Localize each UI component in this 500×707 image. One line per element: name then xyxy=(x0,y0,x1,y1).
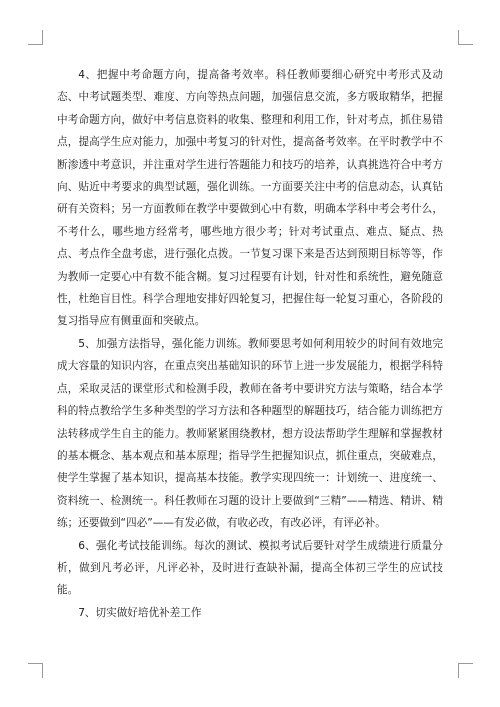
document-body xyxy=(57,64,443,624)
paragraph-7-tutoring: 7、切实做好培优补差工作 xyxy=(78,606,202,619)
paragraph-6-exam-skills: 6、强化考试技能训练。每次的测试、模拟考试后要针对学生成绩进行质量分析，做到凡考必评，凡评必补，及时进行查缺补漏，提高全体初三学生的应试技能。 xyxy=(57,539,443,597)
paragraph-5-method-guidance: 5、加强方法指导，强化能力训练。教师要思考如何利用较少的时间有效地完成大容量的知识内容，在重点突出基础知识的环节上进一步发展能力，根据学科特点，采取灵活的课堂形式和检测手段，教师在备考中要讲究方法与策略，结合本学科的特点教给学生多种类型的学习方法和各种题型的解题技巧，结合能力训练把方法转移成学生自主的能力。教师紧紧围绕教材，想方设法帮助学生理解和掌握教材的基本概念、基本观点和基本原理；指导学生把握知识点，抓住重点，突破难点，使学生掌握了基本知识，提高基本技能。教学实现四统一：计划统一、进度统一、资料统一、检测统一。科任教师在习题的设计上要做到“三精”——精选、精讲、精练；还要做到“四必”——有发必做，有收必改，有改必评，有评必补。 xyxy=(57,337,443,530)
paragraph-4-exam-direction: 4、把握中考命题方向，提高备考效率。科任教师要细心研究中考形式及动态、中考试题类型、难度、方向等热点问题，加强信息交流，多方吸取精华，把握中考命题方向，做好中考信息资料的收集、整理和利用工作，针对考点，抓住易错点，提高学生应对能力，加强中考复习的针对性，提高备考效率。在平时教学中不断渗透中考意识，并注重对学生进行答题能力和技巧的培养，认真挑选符合中考方向、贴近中考要求的典型试题，强化训练。一方面要关注中考的信息动态，认真钻研有关资料；另一方面教师在教学中要做到心中有数，明确本学科中考会考什么，不考什么，哪些地方经常考，哪些地方很少考；针对考试重点、难点、疑点、热点、考点作全盘考虑，进行强化点拨。一节复习课下来是否达到预期目标等等，作为教师一定要心中有数不能含糊。复习过程要有计划，针对性和系统性，避免随意性，杜绝盲目性。科学合理地安排好四轮复习，把握住每一轮复习重心，各阶段的复习指导应有侧重面和突破点。 xyxy=(57,69,443,328)
crop-mark-top-right xyxy=(458,30,473,45)
crop-mark-top-left xyxy=(28,30,43,45)
crop-mark-bottom-left xyxy=(28,663,43,678)
crop-mark-bottom-right xyxy=(458,663,473,678)
